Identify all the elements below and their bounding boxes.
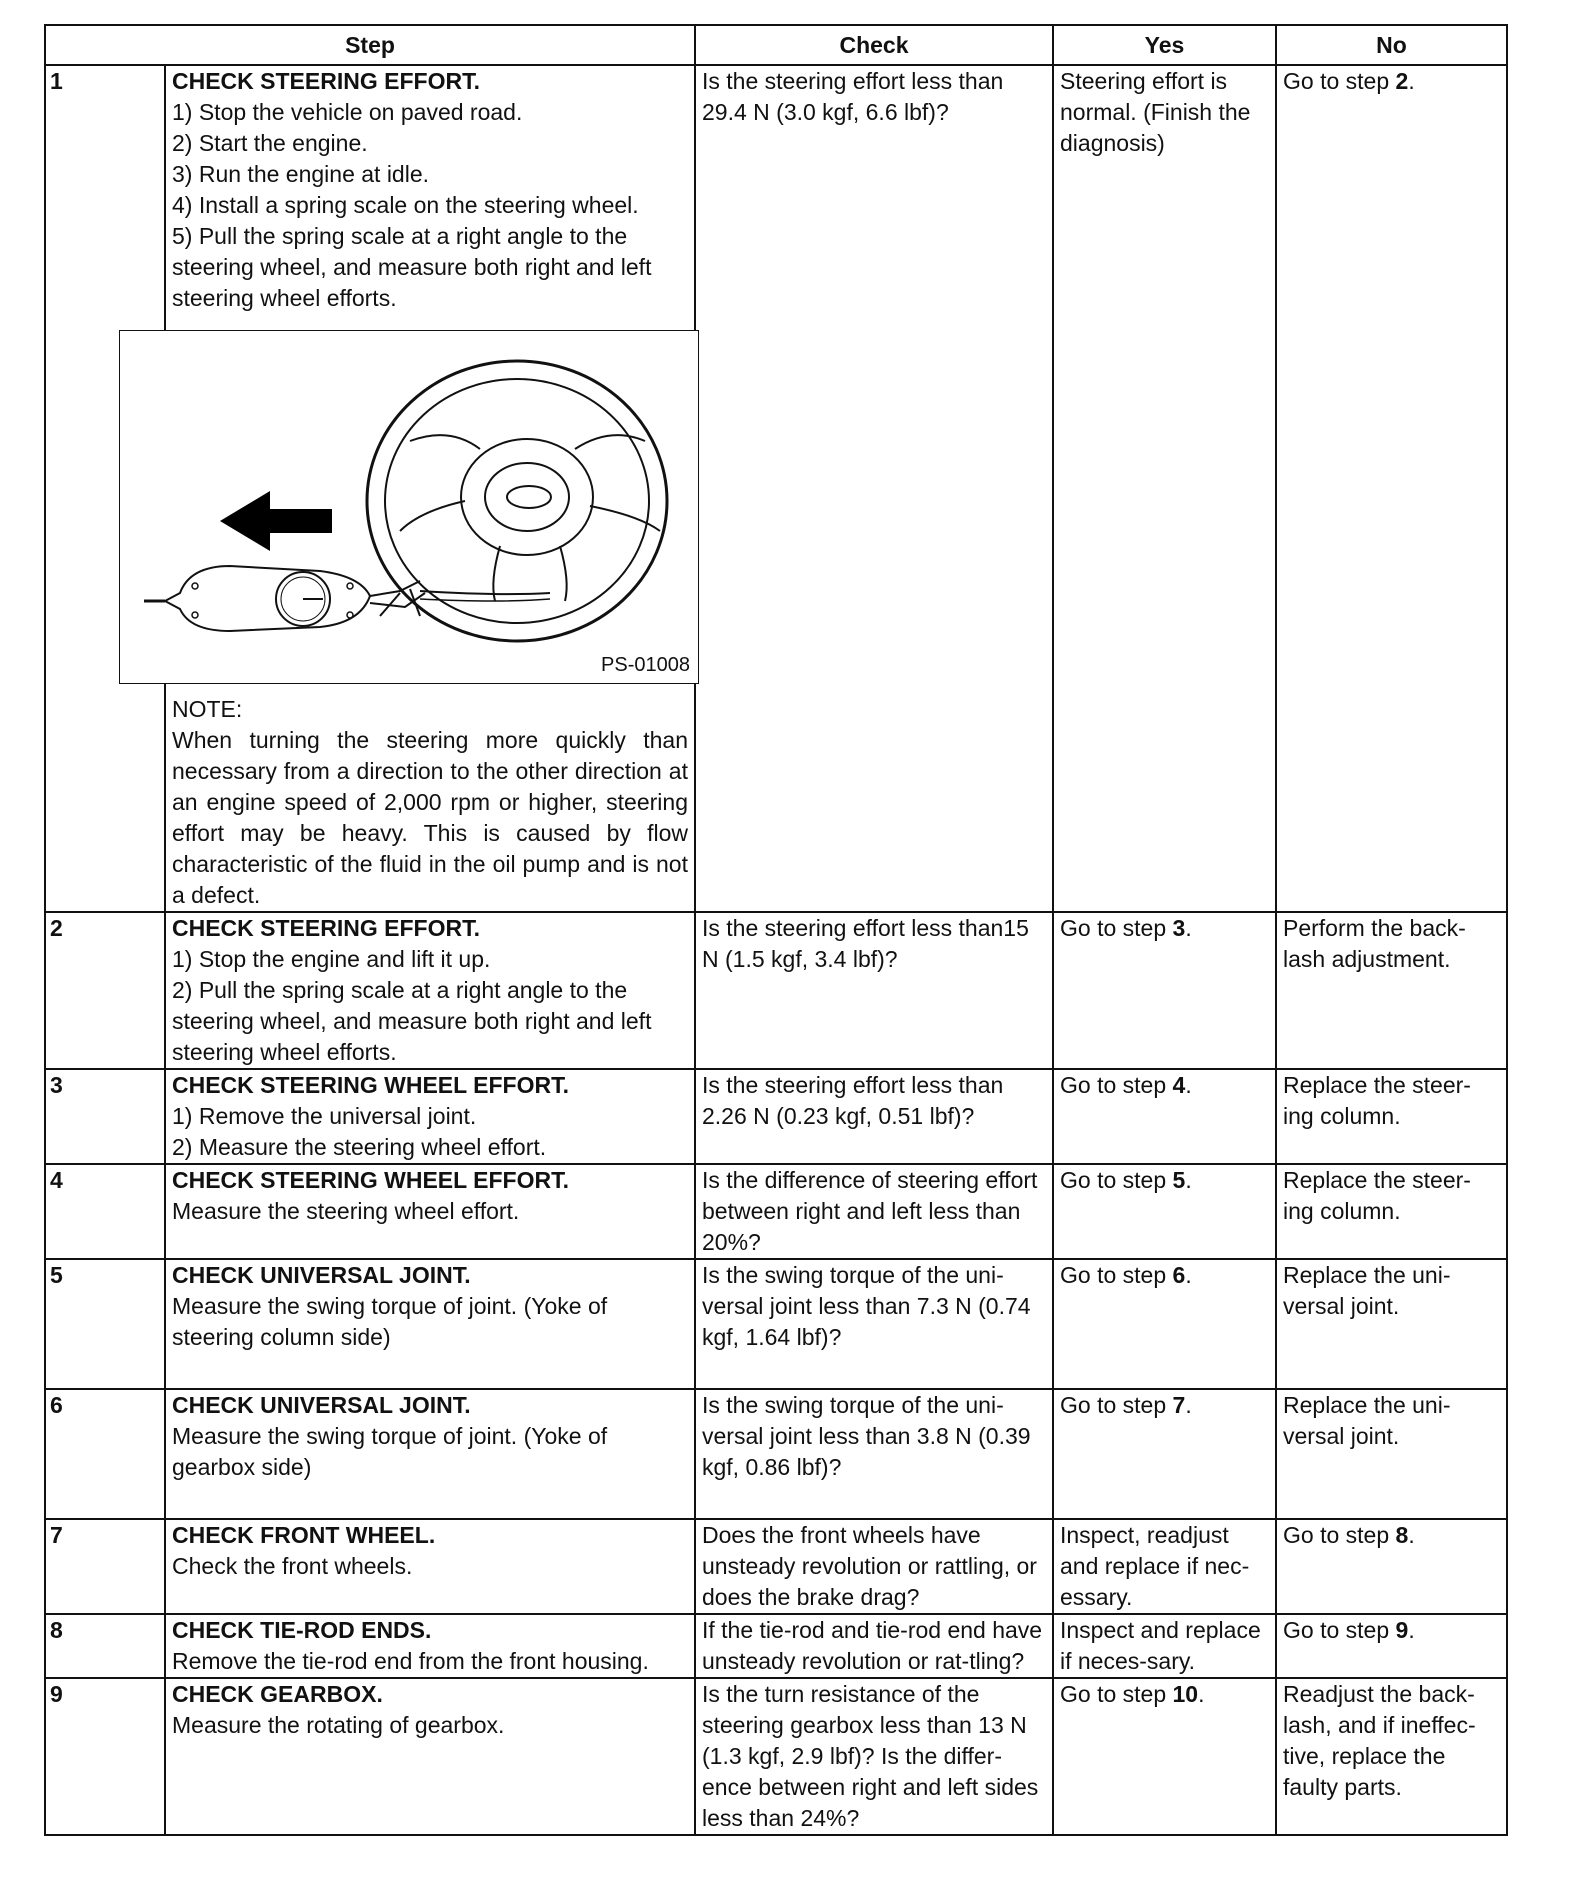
step-substep: Measure the swing torque of joint. (Yoke of steering column side) [172, 1293, 608, 1350]
step-number: 6 [45, 1389, 165, 1519]
step-content [165, 912, 695, 1069]
yes-suffix: . [1185, 1262, 1192, 1288]
yes-suffix: . [1185, 1167, 1192, 1193]
yes-prefix: Go to step [1060, 1681, 1173, 1707]
step-substep: Measure the swing torque of joint. (Yoke of gearbox side) [172, 1423, 608, 1480]
no-cell: Replace the steer-ing column. [1276, 1069, 1507, 1164]
check-cell: Is the steering effort less than 2.26 N (0.23 kgf, 0.51 lbf)? [695, 1069, 1053, 1164]
step-substep: 2) Pull the spring scale at a right angle to the steering wheel, and measure both right and left steering wheel efforts. [172, 977, 652, 1065]
step-substep: 5) Pull the spring scale at a right angle to the steering wheel, and measure both right and left steering wheel efforts. [172, 223, 652, 311]
step-reference: 3 [1172, 915, 1186, 941]
step-title: CHECK GEARBOX. [172, 1681, 383, 1707]
yes-suffix: . [1185, 915, 1192, 941]
table-row [45, 1069, 1507, 1164]
check-cell: Does the front wheels have unsteady revolution or rattling, or does the brake drag? [695, 1519, 1053, 1614]
yes-cell [1053, 912, 1276, 1069]
check-cell: Is the steering effort less than 29.4 N (3.0 kgf, 6.6 lbf)? [695, 65, 1053, 912]
step-reference: 2 [1395, 68, 1409, 94]
step-content [165, 1614, 695, 1678]
table-row [45, 1614, 1507, 1678]
yes-cell [1053, 1389, 1276, 1519]
no-prefix: Go to step [1283, 1617, 1396, 1643]
table-row [45, 912, 1507, 1069]
yes-cell [1053, 1069, 1276, 1164]
header-check: Check [695, 25, 1053, 65]
note-label: NOTE: [172, 696, 243, 722]
step-reference: 6 [1172, 1262, 1186, 1288]
step-number: 7 [45, 1519, 165, 1614]
figure-caption: PS-01008 [601, 654, 690, 676]
check-cell: Is the difference of steering effort between right and left less than 20%? [695, 1164, 1053, 1259]
step-reference: 9 [1395, 1617, 1409, 1643]
no-cell [1276, 1614, 1507, 1678]
step-title: CHECK TIE-ROD ENDS. [172, 1617, 432, 1643]
check-cell: Is the swing torque of the uni-versal joint less than 7.3 N (0.74 kgf, 1.64 lbf)? [695, 1259, 1053, 1389]
step-number: 4 [45, 1164, 165, 1259]
no-cell: Replace the uni-versal joint. [1276, 1259, 1507, 1389]
no-cell: Replace the steer-ing column. [1276, 1164, 1507, 1259]
step-title: CHECK STEERING WHEEL EFFORT. [172, 1167, 569, 1193]
step-substep: 1) Stop the vehicle on paved road. [172, 99, 523, 125]
step-substep: 2) Measure the steering wheel effort. [172, 1134, 547, 1160]
header-row [45, 25, 1507, 65]
step-reference: 7 [1172, 1392, 1186, 1418]
pull-direction-arrow-icon [220, 491, 332, 551]
header-step: Step [45, 25, 695, 65]
step-title: CHECK UNIVERSAL JOINT. [172, 1392, 471, 1418]
table-row [45, 1519, 1507, 1614]
no-suffix: . [1408, 1522, 1415, 1548]
step-reference: 5 [1172, 1167, 1186, 1193]
step-content [165, 1069, 695, 1164]
yes-suffix: . [1185, 1072, 1192, 1098]
no-cell [1276, 1519, 1507, 1614]
step-number: 9 [45, 1678, 165, 1835]
step-substep: 4) Install a spring scale on the steering wheel. [172, 192, 639, 218]
yes-cell: Inspect, readjust and replace if nec-essary. [1053, 1519, 1276, 1614]
step-substep: 3) Run the engine at idle. [172, 161, 430, 187]
table-row [45, 1678, 1507, 1835]
step-substep: 2) Start the engine. [172, 130, 368, 156]
header-no: No [1276, 25, 1507, 65]
note-text: When turning the steering more quickly than necessary from a direction to the other direction at an engine speed of 2,000 rpm or higher, steering effort may be heavy. This is caused by flow characteristic of the fluid in the oil pump and is not a defect. [172, 727, 688, 908]
step-title: CHECK STEERING WHEEL EFFORT. [172, 1072, 569, 1098]
step-content [165, 1259, 695, 1389]
step-number: 1 [45, 65, 165, 912]
step-title: CHECK FRONT WHEEL. [172, 1522, 436, 1548]
steering-wheel-illustration [120, 331, 698, 683]
steering-wheel-hub-icon [461, 439, 593, 555]
step-number: 8 [45, 1614, 165, 1678]
no-prefix: Go to step [1283, 68, 1396, 94]
yes-suffix: . [1198, 1681, 1205, 1707]
no-cell: Perform the back-lash adjustment. [1276, 912, 1507, 1069]
step-number: 3 [45, 1069, 165, 1164]
step-substep: Check the front wheels. [172, 1553, 413, 1579]
check-cell: Is the turn resistance of the steering gearbox less than 13 N (1.3 kgf, 2.9 lbf)? Is the differ-ence between right and left sides less than 24%? [695, 1678, 1053, 1835]
yes-cell [1053, 1164, 1276, 1259]
step-reference: 8 [1395, 1522, 1409, 1548]
step-substep: 1) Stop the engine and lift it up. [172, 946, 491, 972]
step-content [165, 65, 695, 912]
no-cell [1276, 65, 1507, 912]
step-reference: 10 [1172, 1681, 1199, 1707]
yes-cell: Steering effort is normal. (Finish the diagnosis) [1053, 65, 1276, 912]
step-number: 5 [45, 1259, 165, 1389]
no-suffix: . [1408, 1617, 1415, 1643]
yes-prefix: Go to step [1060, 1072, 1173, 1098]
step-title: CHECK STEERING EFFORT. [172, 915, 480, 941]
no-cell: Replace the uni-versal joint. [1276, 1389, 1507, 1519]
header-yes: Yes [1053, 25, 1276, 65]
check-cell: Is the swing torque of the uni-versal joint less than 3.8 N (0.39 kgf, 0.86 lbf)? [695, 1389, 1053, 1519]
yes-prefix: Go to step [1060, 915, 1173, 941]
yes-cell [1053, 1678, 1276, 1835]
yes-suffix: . [1185, 1392, 1192, 1418]
step-substep: Measure the steering wheel effort. [172, 1198, 520, 1224]
diagnosis-table [44, 24, 1508, 1836]
steering-wheel-rim-icon [367, 361, 667, 641]
step-content [165, 1164, 695, 1259]
no-prefix: Go to step [1283, 1522, 1396, 1548]
table-row [45, 1389, 1507, 1519]
step-title: CHECK UNIVERSAL JOINT. [172, 1262, 471, 1288]
yes-cell [1053, 1259, 1276, 1389]
step-reference: 4 [1172, 1072, 1186, 1098]
yes-cell: Inspect and replace if neces-sary. [1053, 1614, 1276, 1678]
yes-prefix: Go to step [1060, 1167, 1173, 1193]
step-content [165, 1389, 695, 1519]
no-cell: Readjust the back-lash, and if ineffec-tive, replace the faulty parts. [1276, 1678, 1507, 1835]
step-substep: Measure the rotating of gearbox. [172, 1712, 505, 1738]
yes-prefix: Go to step [1060, 1392, 1173, 1418]
step-substep: 1) Remove the universal joint. [172, 1103, 477, 1129]
step-number: 2 [45, 912, 165, 1069]
table-row [45, 1259, 1507, 1389]
step-content [165, 1519, 695, 1614]
spring-scale-icon [165, 566, 370, 631]
steering-wheel-figure [119, 330, 699, 684]
no-suffix: . [1408, 68, 1415, 94]
yes-prefix: Go to step [1060, 1262, 1173, 1288]
table-row [45, 65, 1507, 912]
step-substep: Remove the tie-rod end from the front housing. [172, 1648, 649, 1674]
check-cell: Is the steering effort less than15 N (1.5 kgf, 3.4 lbf)? [695, 912, 1053, 1069]
check-cell: If the tie-rod and tie-rod end have unsteady revolution or rat-tling? [695, 1614, 1053, 1678]
step-content [165, 1678, 695, 1835]
step-title: CHECK STEERING EFFORT. [172, 68, 480, 94]
table-row [45, 1164, 1507, 1259]
